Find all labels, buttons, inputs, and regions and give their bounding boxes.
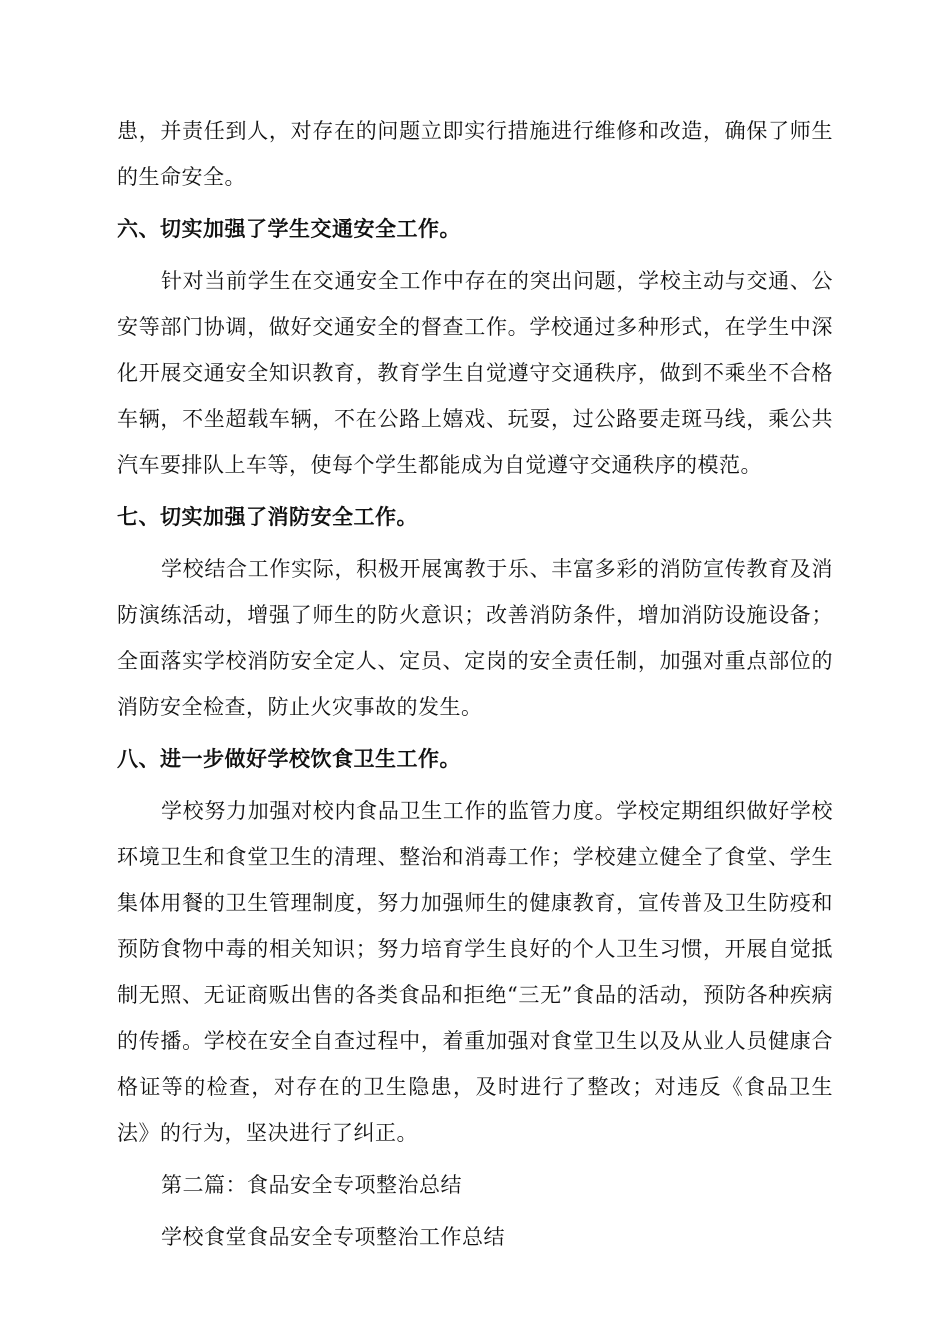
section-6-heading: 六、切实加强了学生交通安全工作。 xyxy=(117,217,461,241)
part-2-subtitle: 学校食堂食品安全专项整治工作总结 xyxy=(161,1225,505,1249)
section-7-heading: 七、切实加强了消防安全工作。 xyxy=(117,505,418,529)
section-7-body: 学校结合工作实际，积极开展寓教于乐、丰富多彩的消防宣传教育及消防演练活动，增强了师生的防火意识；改善消防条件，增加消防设施设备；全面落实学校消防安全定人、定员、定岗的安全责任制，加强对重点部位的消防安全检查，防止火灾事故的发生。 xyxy=(117,557,833,719)
section-8-body: 学校努力加强对校内食品卫生工作的监管力度。学校定期组织做好学校环境卫生和食堂卫生的清理、整治和消毒工作；学校建立健全了食堂、学生集体用餐的卫生管理制度，努力加强师生的健康教育，宣传普及卫生防疫和预防食物中毒的相关知识；努力培育学生良好的个人卫生习惯，开展自觉抵制无照、无证商贩出售的各类食品和拒绝“三无”食品的活动，预防各种疾病的传播。学校在安全自查过程中，着重加强对食堂卫生以及从业人员健康合格证等的检查，对存在的卫生隐患，及时进行了整改；对违反《食品卫生法》的行为，坚决进行了纠正。 xyxy=(117,799,833,1145)
section-8-heading: 八、进一步做好学校饮食卫生工作。 xyxy=(117,747,461,771)
continuation-paragraph: 患，并责任到人，对存在的问题立即实行措施进行维修和改造，确保了师生的生命安全。 xyxy=(117,119,833,189)
document-body xyxy=(117,108,833,1260)
section-6-body: 针对当前学生在交通安全工作中存在的突出问题，学校主动与交通、公安等部门协调，做好交通安全的督查工作。学校通过多种形式，在学生中深化开展交通安全知识教育，教育学生自觉遵守交通秩序，做到不乘坐不合格车辆，不坐超载车辆，不在公路上嬉戏、玩耍，过公路要走斑马线，乘公共汽车要排队上车等，使每个学生都能成为自觉遵守交通秩序的模范。 xyxy=(117,269,833,477)
part-2-title: 第二篇：食品安全专项整治总结 xyxy=(161,1173,462,1197)
